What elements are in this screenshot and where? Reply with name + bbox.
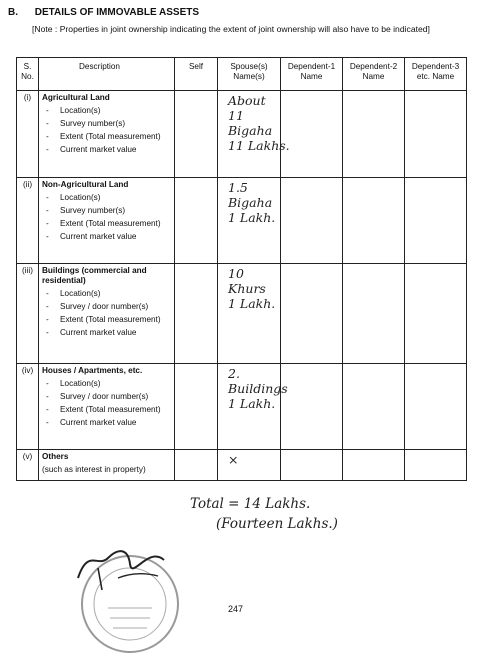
cell-dependent-1 bbox=[281, 364, 343, 450]
col-header-dependent-2: Dependent-2 Name bbox=[343, 58, 405, 91]
cell-dependent-2 bbox=[343, 364, 405, 450]
row-item-label: Survey number(s) bbox=[60, 206, 126, 215]
bullet-dash-icon: - bbox=[46, 119, 49, 128]
table-row bbox=[17, 264, 467, 364]
col-header-description: Description bbox=[39, 58, 175, 91]
row-item bbox=[46, 418, 171, 428]
row-sno: (v) bbox=[17, 450, 39, 481]
row-item-label: Current market value bbox=[60, 145, 137, 154]
cell-spouse bbox=[218, 91, 290, 178]
spouse-handwritten-entry: × bbox=[228, 452, 239, 467]
row-category: Houses / Apartments, etc. bbox=[42, 366, 143, 375]
cell-dependent-3 bbox=[405, 91, 467, 178]
cell-dependent-1 bbox=[281, 178, 343, 264]
row-item bbox=[46, 206, 171, 216]
cell-dependent-2 bbox=[343, 91, 405, 178]
row-item-label: Current market value bbox=[60, 418, 137, 427]
col-header-self: Self bbox=[175, 58, 218, 91]
cell-self bbox=[175, 450, 218, 481]
cell-self bbox=[175, 264, 218, 364]
row-item-label: Extent (Total measurement) bbox=[60, 132, 161, 141]
cell-spouse bbox=[218, 450, 281, 481]
table-header-row bbox=[17, 58, 467, 91]
cell-self bbox=[175, 178, 218, 264]
bullet-dash-icon: - bbox=[46, 328, 49, 337]
row-item bbox=[46, 302, 171, 312]
col-header-dependent-3: Dependent-3 etc. Name bbox=[405, 58, 467, 91]
bullet-dash-icon: - bbox=[46, 315, 49, 324]
bullet-dash-icon: - bbox=[46, 219, 49, 228]
cell-dependent-1 bbox=[281, 91, 343, 178]
bullet-dash-icon: - bbox=[46, 145, 49, 154]
cell-dependent-3 bbox=[405, 364, 467, 450]
row-item bbox=[46, 328, 171, 338]
spouse-handwritten-entry: 11 Lakhs. bbox=[228, 138, 290, 153]
row-item bbox=[46, 193, 171, 203]
bullet-dash-icon: - bbox=[46, 132, 49, 141]
cell-dependent-2 bbox=[343, 178, 405, 264]
row-category: Buildings (commercial and residential) bbox=[42, 266, 147, 285]
row-item bbox=[46, 232, 171, 242]
cell-dependent-2 bbox=[343, 450, 405, 481]
col-header-dependent-1: Dependent-1 Name bbox=[281, 58, 343, 91]
row-item bbox=[46, 289, 171, 299]
col-header-spouse: Spouse(s) Name(s) bbox=[218, 58, 281, 91]
row-category: Others bbox=[42, 452, 69, 461]
row-description bbox=[39, 264, 175, 364]
section-title: DETAILS OF IMMOVABLE ASSETS bbox=[34, 7, 200, 18]
row-description bbox=[39, 450, 175, 481]
row-sno: (iv) bbox=[17, 364, 39, 450]
row-item-label: Current market value bbox=[60, 328, 137, 337]
total-line-2: (Fourteen Lakhs.) bbox=[216, 516, 338, 532]
row-description bbox=[39, 178, 175, 264]
bullet-dash-icon: - bbox=[46, 106, 49, 115]
row-item bbox=[46, 379, 171, 389]
row-item bbox=[46, 145, 171, 155]
cell-dependent-2 bbox=[343, 264, 405, 364]
spouse-handwritten-entry: Khurs bbox=[228, 281, 266, 296]
row-description bbox=[39, 91, 175, 178]
table-row bbox=[17, 364, 467, 450]
row-item-label: Survey / door number(s) bbox=[60, 302, 149, 311]
bullet-dash-icon: - bbox=[46, 206, 49, 215]
spouse-handwritten-entry: Bigaha bbox=[228, 123, 273, 138]
cell-self bbox=[175, 91, 218, 178]
table-row bbox=[17, 91, 467, 178]
row-sno: (iii) bbox=[17, 264, 39, 364]
cell-dependent-3 bbox=[405, 178, 467, 264]
spouse-handwritten-entry: 1 Lakh. bbox=[228, 296, 276, 311]
row-item-label: Survey / door number(s) bbox=[60, 392, 149, 401]
bullet-dash-icon: - bbox=[46, 418, 49, 427]
cell-spouse bbox=[218, 364, 288, 450]
row-item-label: Location(s) bbox=[60, 379, 101, 388]
spouse-handwritten-entry: 10 bbox=[228, 266, 244, 281]
cell-dependent-1 bbox=[281, 450, 343, 481]
col-header-sno: S. No. bbox=[17, 58, 39, 91]
row-item-label: (such as interest in property) bbox=[42, 465, 146, 474]
row-item-label: Extent (Total measurement) bbox=[60, 405, 161, 414]
cell-self bbox=[175, 364, 218, 450]
bullet-dash-icon: - bbox=[46, 379, 49, 388]
row-item-label: Location(s) bbox=[60, 193, 101, 202]
cell-dependent-3 bbox=[405, 264, 467, 364]
spouse-handwritten-entry: Bigaha bbox=[228, 195, 273, 210]
bullet-dash-icon: - bbox=[46, 289, 49, 298]
row-item-label: Extent (Total measurement) bbox=[60, 219, 161, 228]
total-line-1: Total = 14 Lakhs. bbox=[190, 496, 311, 512]
page-number: 247 bbox=[228, 604, 244, 614]
row-item-label: Location(s) bbox=[60, 106, 101, 115]
spouse-handwritten-entry: About bbox=[228, 93, 266, 108]
row-description bbox=[39, 364, 175, 450]
spouse-handwritten-entry: Buildings bbox=[228, 381, 288, 396]
row-item bbox=[46, 405, 171, 415]
row-category: Agricultural Land bbox=[42, 93, 110, 102]
bullet-dash-icon: - bbox=[46, 405, 49, 414]
cell-spouse bbox=[218, 178, 281, 264]
row-item-label: Current market value bbox=[60, 232, 137, 241]
spouse-handwritten-entry: 1 Lakh. bbox=[228, 210, 276, 225]
total-annotation bbox=[190, 494, 338, 534]
cell-dependent-3 bbox=[405, 450, 467, 481]
row-item bbox=[46, 106, 171, 116]
spouse-handwritten-entry: 11 bbox=[228, 108, 244, 123]
cell-spouse bbox=[218, 264, 281, 364]
spouse-handwritten-entry: 1 Lakh. bbox=[228, 396, 276, 411]
row-item bbox=[46, 315, 171, 325]
section-note: [Note : Properties in joint ownership indicating the extent of joint ownership will also have to be indicated] bbox=[32, 24, 430, 34]
row-item-label: Survey number(s) bbox=[60, 119, 126, 128]
row-item bbox=[46, 132, 171, 142]
immovable-assets-table bbox=[16, 57, 467, 481]
table-row bbox=[17, 450, 467, 481]
row-item-label: Location(s) bbox=[60, 289, 101, 298]
row-item bbox=[46, 219, 171, 229]
spouse-handwritten-entry: 1.5 bbox=[228, 180, 248, 195]
row-sno: (ii) bbox=[17, 178, 39, 264]
row-category: Non-Agricultural Land bbox=[42, 180, 129, 189]
spouse-handwritten-entry: 2. bbox=[228, 366, 240, 381]
cell-dependent-1 bbox=[281, 264, 343, 364]
bullet-dash-icon: - bbox=[46, 232, 49, 241]
section-number: B. bbox=[8, 7, 18, 18]
section-header bbox=[8, 7, 199, 18]
table-row bbox=[17, 178, 467, 264]
bullet-dash-icon: - bbox=[46, 302, 49, 311]
notary-stamp-icon bbox=[68, 538, 188, 658]
bullet-dash-icon: - bbox=[46, 392, 49, 401]
row-sno: (i) bbox=[17, 91, 39, 178]
row-item bbox=[46, 392, 171, 402]
bullet-dash-icon: - bbox=[46, 193, 49, 202]
row-item-label: Extent (Total measurement) bbox=[60, 315, 161, 324]
row-item bbox=[46, 119, 171, 129]
